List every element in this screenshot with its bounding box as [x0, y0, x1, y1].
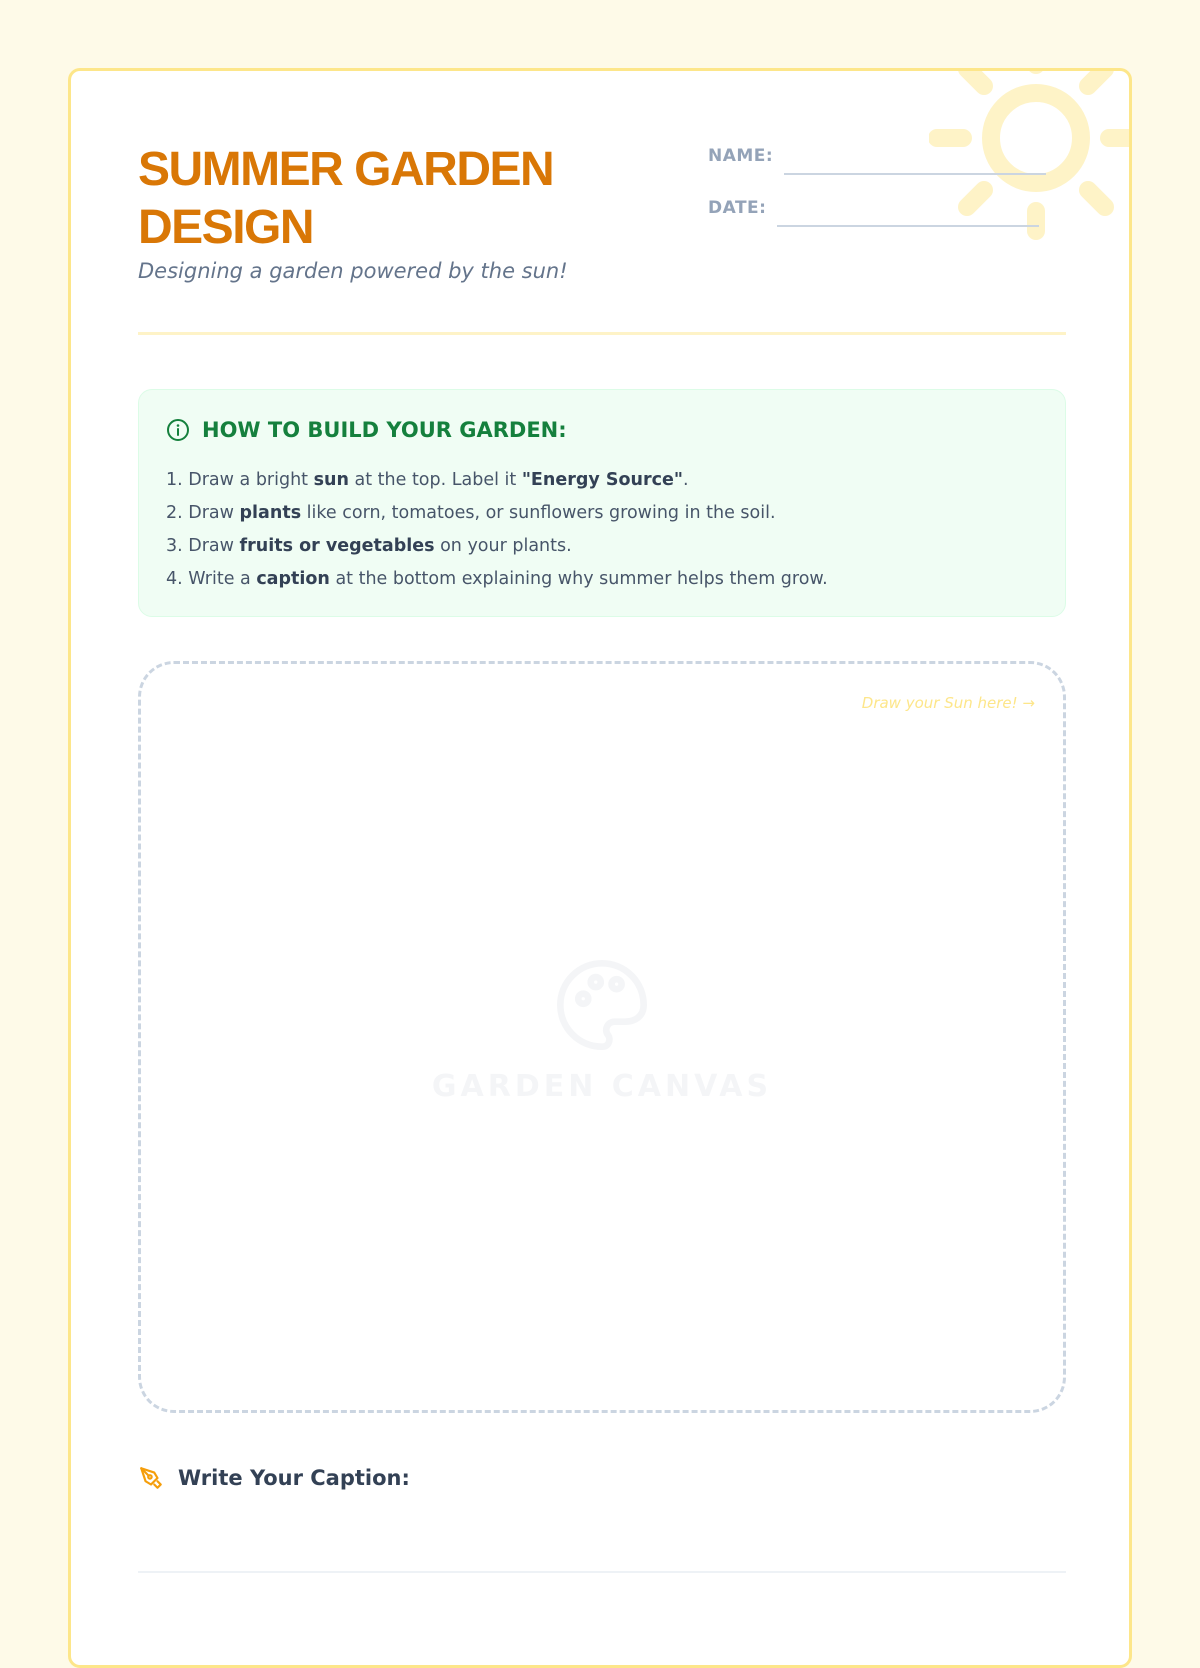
worksheet — [68, 68, 1132, 1668]
name-field[interactable] — [784, 173, 1046, 175]
instruction-step: 4. Write a caption at the bottom explaining why summer helps them grow. — [166, 569, 828, 589]
garden-canvas[interactable] — [138, 661, 1066, 1413]
name-label: NAME: — [708, 146, 774, 166]
instructions-header — [166, 418, 567, 442]
date-label: DATE: — [708, 198, 767, 218]
page-subtitle: Designing a garden powered by the sun! — [138, 259, 568, 283]
pen-icon — [138, 1465, 164, 1491]
info-icon — [166, 418, 190, 442]
caption-header — [138, 1465, 410, 1491]
instruction-step: 2. Draw plants like corn, tomatoes, or sunflowers growing in the soil. — [166, 503, 776, 523]
sun-hint: Draw your Sun here! → — [861, 694, 1035, 712]
canvas-label: GARDEN CANVAS — [431, 1069, 773, 1104]
sun-icon — [929, 68, 1132, 271]
date-field[interactable] — [777, 225, 1039, 227]
instruction-step: 3. Draw fruits or vegetables on your plants. — [166, 536, 572, 556]
palette-icon — [552, 955, 652, 1055]
instructions-list — [166, 464, 828, 596]
instructions-panel — [138, 389, 1066, 617]
page-title: SUMMER GARDEN DESIGN — [138, 143, 554, 254]
caption-title: Write Your Caption: — [178, 1466, 410, 1490]
header-divider — [138, 332, 1066, 335]
caption-field[interactable] — [138, 1571, 1066, 1573]
instructions-title: HOW TO BUILD YOUR GARDEN: — [202, 418, 567, 442]
instruction-step: 1. Draw a bright sun at the top. Label it "Energy Source". — [166, 470, 689, 490]
